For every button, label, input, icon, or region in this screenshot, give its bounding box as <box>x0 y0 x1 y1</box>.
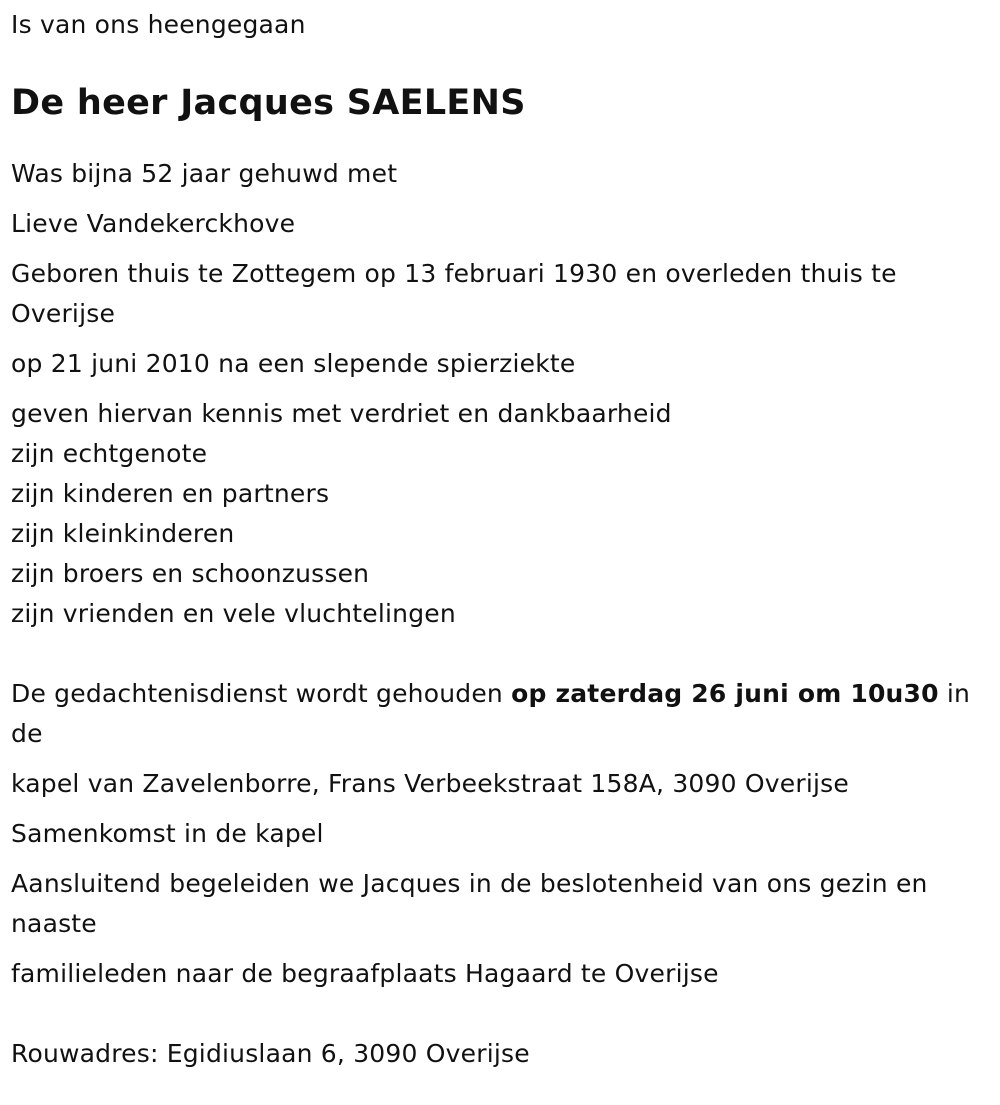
mourning-address: Rouwadres: Egidiuslaan 6, 3090 Overijse <box>11 1039 530 1068</box>
service-announcement <box>11 674 986 754</box>
service-location: kapel van Zavelenborre, Frans Verbeekstraat 158A, 3090 Overijse <box>11 769 849 798</box>
service-date: op zaterdag 26 juni om 10u30 <box>511 679 939 708</box>
announcer-line: zijn vrienden en vele vluchtelingen <box>11 599 456 628</box>
birth-death-line: Geboren thuis te Zottegem op 13 februari 1930 en overleden thuis te Overijse <box>11 259 897 328</box>
announcer-line: zijn broers en schoonzussen <box>11 559 370 588</box>
burial-line: Aansluitend begeleiden we Jacques in de beslotenheid van ons gezin en naaste <box>11 869 928 938</box>
service-suffix: in de <box>11 679 971 748</box>
burial-line-continued: familieleden naar de begraafplaats Hagaard te Overijse <box>11 959 719 988</box>
intro-text: Is van ons heengegaan <box>11 10 306 39</box>
announcer-line: zijn echtgenote <box>11 439 208 468</box>
gathering-line: Samenkomst in de kapel <box>11 819 324 848</box>
married-line: Was bijna 52 jaar gehuwd met <box>11 159 398 188</box>
announcer-line: geven hiervan kennis met verdriet en dankbaarheid <box>11 399 672 428</box>
announcers-list <box>11 394 986 634</box>
spouse-name: Lieve Vandekerckhove <box>11 209 296 238</box>
announcer-line: zijn kleinkinderen <box>11 519 235 548</box>
death-notice <box>11 0 986 1074</box>
deceased-name: De heer Jacques SAELENS <box>11 83 526 123</box>
announcer-line: zijn kinderen en partners <box>11 479 330 508</box>
death-date-line: op 21 juni 2010 na een slepende spierziekte <box>11 349 576 378</box>
service-prefix: De gedachtenisdienst wordt gehouden <box>11 679 512 708</box>
